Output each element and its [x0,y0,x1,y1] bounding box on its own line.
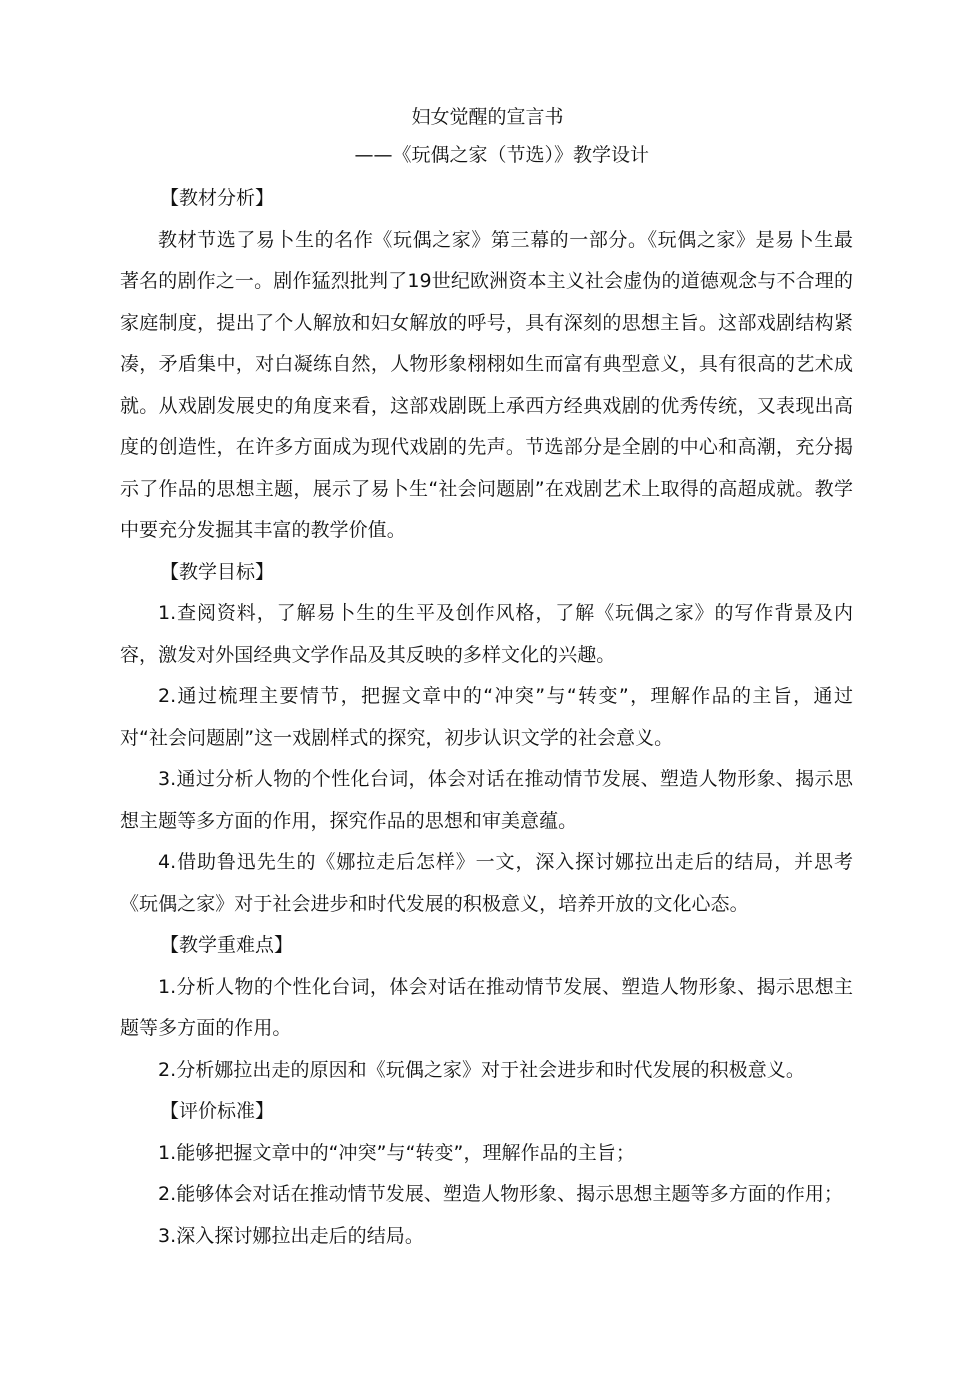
document-title: 妇女觉醒的宣言书 [411,106,564,128]
paragraph: 教材节选了易卜生的名作《玩偶之家》第三幕的一部分。《玩偶之家》是易卜生最著名的剧作之一。剧作猛烈批判了19世纪欧洲资本主义社会虚伪的道德观念与不合理的家庭制度，提出了个人解放和妇女解放的呼号，具有深刻的思想主旨。这部戏剧结构紧凑，矛盾集中，对白凝练自然，人物形象栩栩如生而富有典型意义，具有很高的艺术成就。从戏剧发展史的角度来看，这部戏剧既上承西方经典戏剧的优秀传统，又表现出高度的创造性，在许多方面成为现代戏剧的先声。节选部分是全剧的中心和高潮，充分揭示了作品的思想主题，展示了易卜生“社会问题剧”在戏剧艺术上取得的高超成就。教学中要充分发掘其丰富的教学价值。 [120,228,853,541]
paragraph: 1.能够把握文章中的“冲突”与“转变”，理解作品的主旨； [158,1141,635,1164]
section-heading: 【评价标准】 [160,1100,275,1122]
section-heading: 【教学目标】 [160,560,275,583]
paragraph: 1.分析人物的个性化台词，体会对话在推动情节发展、塑造人物形象、揭示思想主题等多方面的作用。 [120,975,853,1039]
paragraph: 4.借助鲁迅先生的《娜拉走后怎样》一文，深入探讨娜拉出走后的结局，并思考《玩偶之家》对于社会进步和时代发展的积极意义，培养开放的文化心态。 [120,851,853,915]
section-heading: 【教学重难点】 [160,934,294,956]
paragraph: 2.通过梳理主要情节，把握文章中的“冲突”与“转变”，理解作品的主旨，通过对“社会问题剧”这一戏剧样式的探究，初步认识文学的社会意义。 [120,685,853,749]
section-textbook-analysis [120,178,853,552]
paragraph: 3.深入探讨娜拉出走后的结局。 [158,1224,424,1247]
document-body [120,98,853,1257]
paragraph: 2.能够体会对话在推动情节发展、塑造人物形象、揭示思想主题等多方面的作用； [158,1183,843,1205]
section-teaching-goals [120,552,853,926]
paragraph: 1.查阅资料，了解易卜生的生平及创作风格，了解《玩偶之家》的写作背景及内容，激发对外国经典文学作品及其反映的多样文化的兴趣。 [120,602,853,666]
section-evaluation-criteria [120,1091,853,1257]
document-subtitle: ——《玩偶之家（节选）》教学设计 [354,144,649,166]
paragraph: 3.通过分析人物的个性化台词，体会对话在推动情节发展、塑造人物形象、揭示思想主题等多方面的作用，探究作品的思想和审美意蕴。 [120,768,853,832]
section-key-points [120,925,853,1091]
paragraph: 2.分析娜拉出走的原因和《玩偶之家》对于社会进步和时代发展的积极意义。 [158,1058,805,1081]
section-heading: 【教材分析】 [160,187,275,209]
